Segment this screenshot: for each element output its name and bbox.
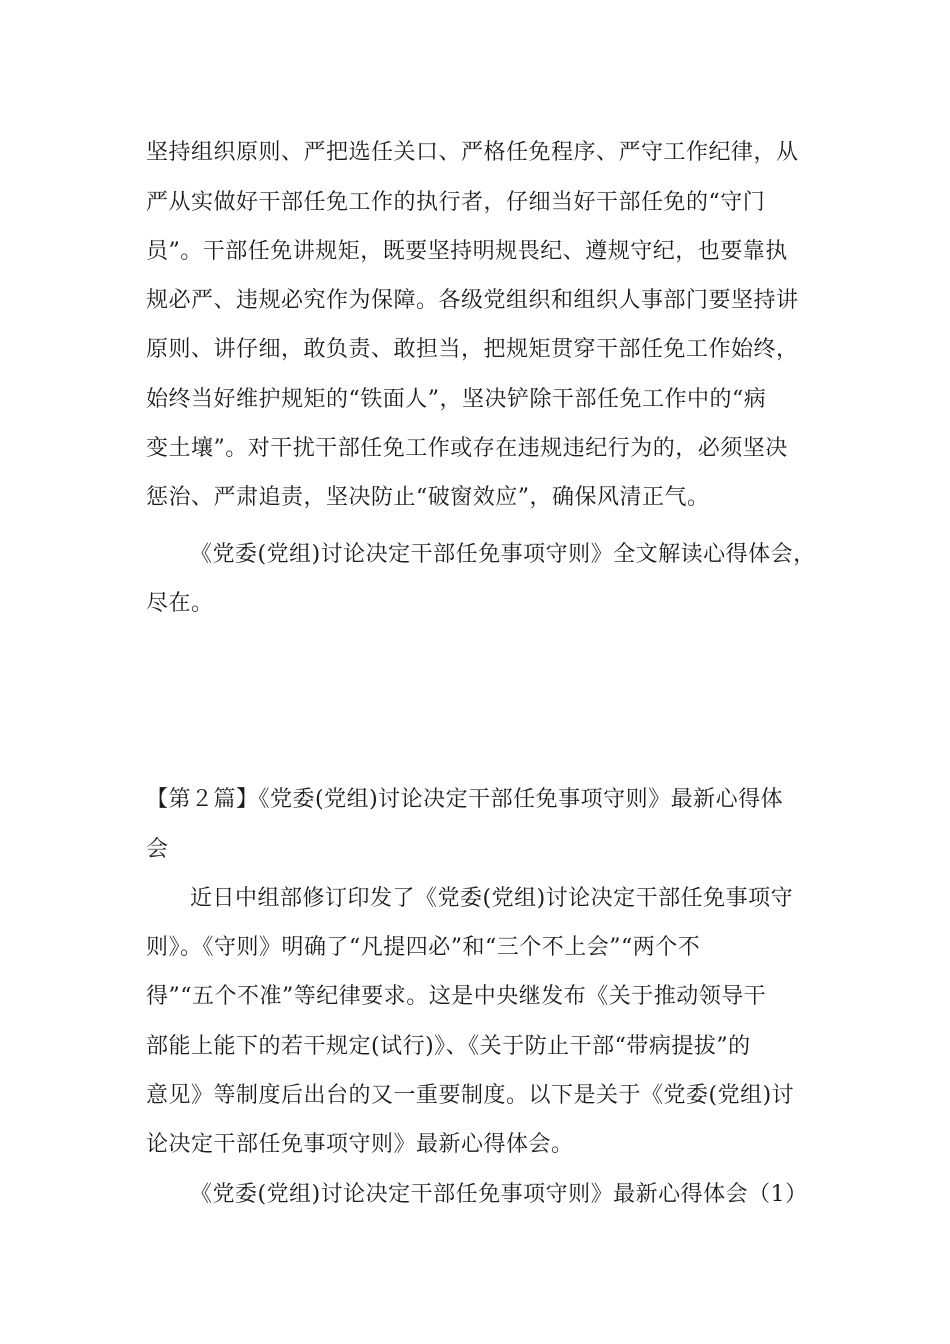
section-title-line: 会 [146, 837, 169, 862]
body-text-line: 得”“五个不准”等纪律要求。这是中央继发布《关于推动领导干 [146, 984, 767, 1009]
body-text-line: 变土壤”。对干扰干部任免工作或存在违规违纪行为的，必须坚决 [146, 436, 788, 461]
body-text-line: 近日中组部修订印发了《党委(党组)讨论决定干部任免事项守 [190, 886, 794, 911]
body-text-line: 部能上能下的若干规定(试行)》、《关于防止干部“带病提拔”的 [146, 1034, 751, 1059]
body-text-line: 始终当好维护规矩的“铁面人”，坚决铲除干部任免工作中的“病 [146, 387, 767, 412]
body-text-line: 论决定干部任免事项守则》最新心得体会。 [146, 1132, 574, 1157]
body-text-line: 意见》等制度后出台的又一重要制度。以下是关于《党委(党组)讨 [146, 1083, 795, 1108]
closing-text-line: 尽在。 [146, 591, 214, 616]
closing-text-line: 《党委(党组)讨论决定干部任免事项守则》全文解读心得体会， [190, 542, 816, 567]
section-title-line: 【第２篇】《党委(党组)讨论决定干部任免事项守则》最新心得体 [146, 787, 784, 812]
body-text-line: 坚持组织原则、严把选任关口、严格任免程序、严守工作纪律，从 [146, 140, 799, 165]
subheading: 《党委(党组)讨论决定干部任免事项守则》最新心得体会（1） [190, 1182, 808, 1207]
body-text-line: 惩治、严肃追责，坚决防止“破窗效应”，确保风清正气。 [146, 485, 710, 510]
body-text-line: 规必严、违规必究作为保障。各级党组织和组织人事部门要坚持讲 [146, 288, 799, 313]
body-text-line: 则》。《守则》明确了“凡提四必”和“三个不上会”“两个不 [146, 935, 701, 960]
body-text-line: 严从实做好干部任免工作的执行者，仔细当好干部任免的“守门 [146, 190, 766, 215]
body-text-line: 员”。干部任免讲规矩，既要坚持明规畏纪、遵规守纪，也要靠执 [146, 239, 788, 264]
body-text-line: 原则、讲仔细，敢负责、敢担当，把规矩贯穿干部任免工作始终， [146, 337, 799, 362]
